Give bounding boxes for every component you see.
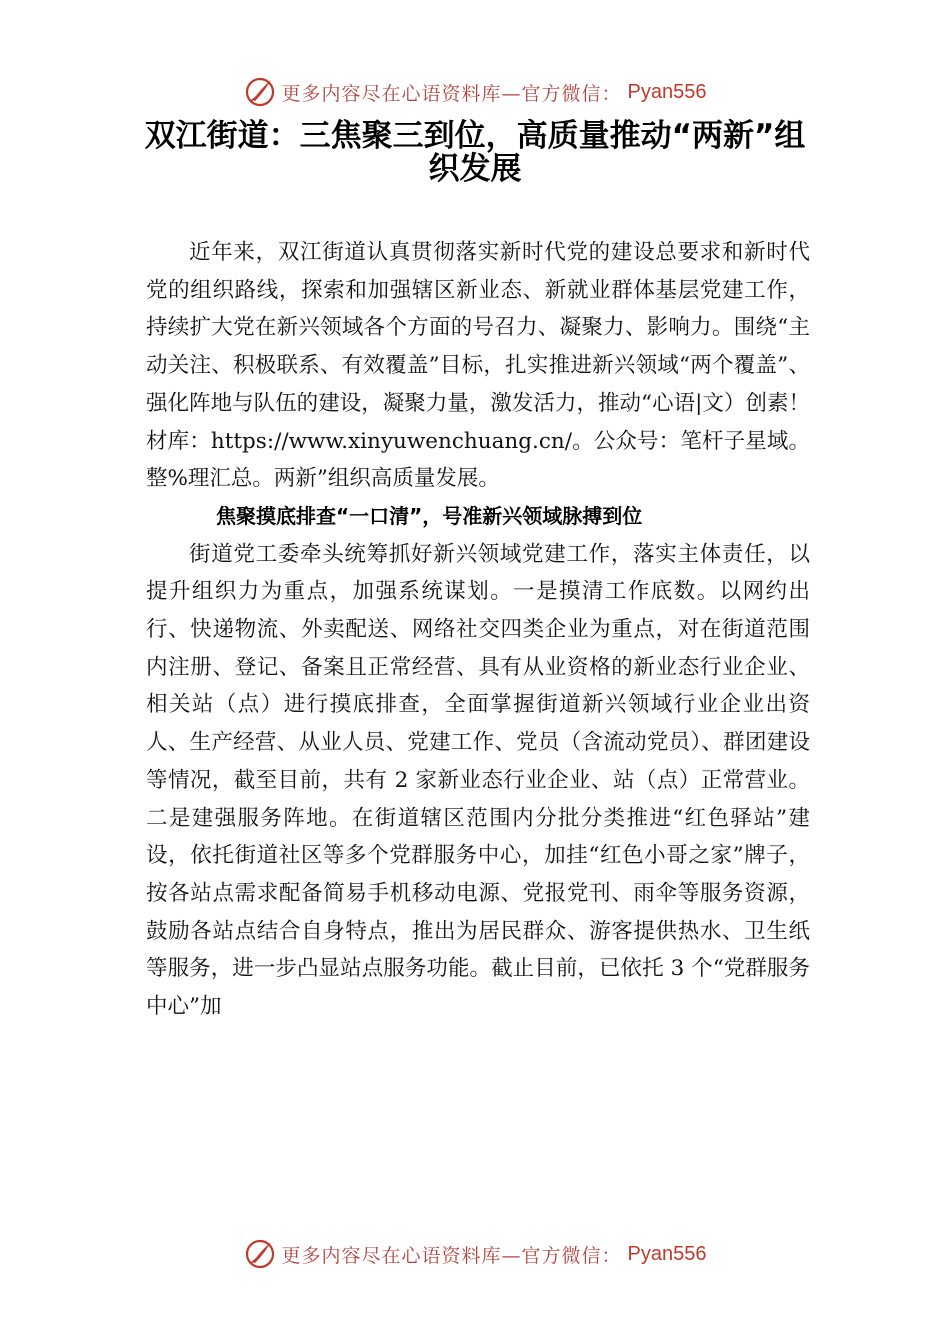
- document-title: 双江街道：三焦聚三到位，高质量推动“两新”组织发展: [144, 118, 806, 187]
- section-paragraph: 街道党工委牵头统筹抓好新兴领域党建工作，落实主体责任，以提升组织力为重点，加强系统谋划。一是摸清工作底数。以网约出行、快递物流、外卖配送、网络社交四类企业为重点，对在街道范围内注册、登记、备案且正常经营、具有从业资格的新业态行业企业、相关站（点）进行摸底排查，全面掌握街道新兴领域行业企业出资人、生产经营、从业人员、党建工作、党员（含流动党员）、群团建设等情况，截至目前，共有 2 家新业态行业企业、站（点）正常营业。二是建强服务阵地。在街道辖区范围内分批分类推进“红色驿站”建设，依托街道社区等多个党群服务中心，加挂“红色小哥之家”牌子，按各站点需求配备简易手机移动电源、党报党刊、雨伞等服务资源，鼓励各站点结合自身特点，推出为居民群众、游客提供热水、卫生纸等服务，进一步凸显站点服务功能。截止目前，已依托 3 个“党群服务中心”加: [146, 541, 810, 1020]
- watermark-wechat-id: Pyan556: [627, 1242, 707, 1265]
- intro-paragraph: 近年来，双江街道认真贯彻落实新时代党的建设总要求和新时代党的组织路线，探索和加强辖区新业态、新就业群体基层党建工作，持续扩大党在新兴领域各个方面的号召力、凝聚力、影响力。围绕“主动关注、积极联系、有效覆盖”目标，扎实推进新兴领域“两个覆盖”、强化阵地与队伍的建设，凝聚力量，激发活力，推动“心语|文）创素！材库：https://www.xinyuwenchuang.cn/。公众号：笔杆子星域。整%理汇总。两新”组织高质量发展。: [146, 240, 810, 492]
- document-body: [146, 234, 810, 1026]
- footer-watermark: [0, 1236, 950, 1272]
- header-watermark: [0, 74, 950, 110]
- section-heading: 焦聚摸底排查“一口清”，号准新兴领域脉搏到位: [216, 503, 643, 528]
- watermark-wechat-id: Pyan556: [627, 80, 707, 103]
- quill-logo-icon: [244, 76, 276, 108]
- watermark-text: 更多内容尽在心语资料库—官方微信：: [281, 1244, 622, 1267]
- quill-logo-icon: [244, 1238, 276, 1270]
- watermark-text: 更多内容尽在心语资料库—官方微信：: [281, 82, 622, 105]
